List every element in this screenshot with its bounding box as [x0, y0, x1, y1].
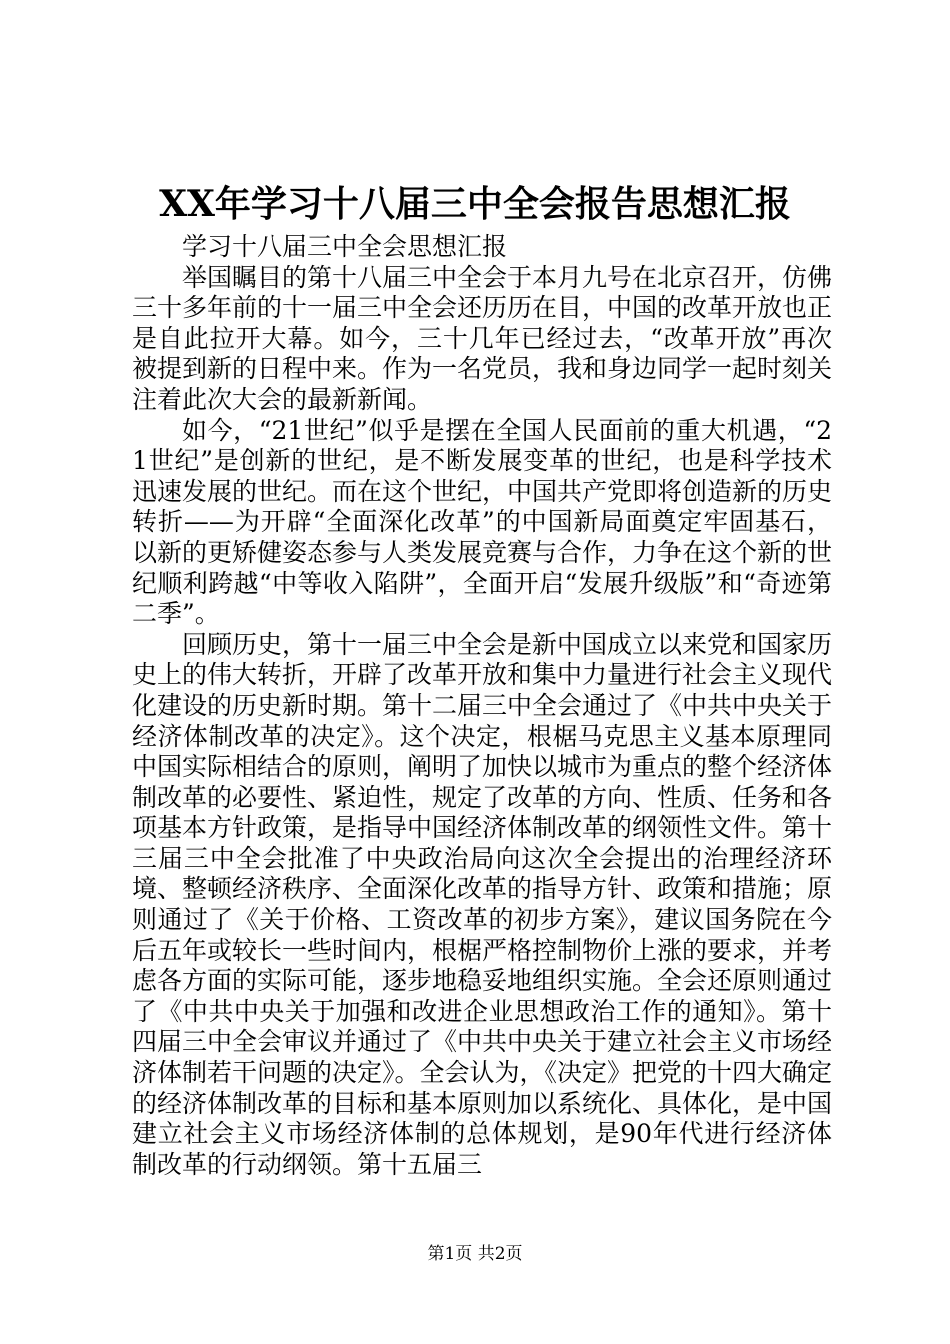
paragraph: 如今，“21世纪”似乎是摆在全国人民面前的重大机遇，“21世纪”是创新的世纪，是不断发展变革的世纪，也是科学技术迅速发展的世纪。而在这个世纪，中国共产党即将创造新的历史转折——为开辟“全面深化改革”的中国新局面奠定牢固基石，以新的更矫健姿态参与人类发展竞赛与合作，力争在这个新的世纪顺利跨越“中等收入陷阱”，全面开启“发展升级版”和“奇迹第二季”。: [132, 415, 833, 629]
document-subtitle: 学习十八届三中全会思想汇报: [182, 232, 508, 261]
page-footer: 第1页 共2页: [427, 1244, 523, 1264]
document-body: [132, 232, 832, 1180]
paragraph: 举国瞩目的第十八届三中全会于本月九号在北京召开，仿佛三十多年前的十一届三中全会还历历在目，中国的改革开放也正是自此拉开大幕。如今，三十几年已经过去，“改革开放”再次被提到新的日程中来。作为一名党员，我和身边同学一起时刻关注着此次大会的最新新闻。: [132, 262, 833, 414]
paragraph: 回顾历史，第十一届三中全会是新中国成立以来党和国家历史上的伟大转折，开辟了改革开放和集中力量进行社会主义现代化建设的历史新时期。第十二届三中全会通过了《中共中央关于经济体制改革的决定》。这个决定，根椐马克思主义基本原理同中国实际相结合的原则，阐明了加快以城市为重点的整个经济体制改革的必要性、紧迫性，规定了改革的方向、性质、任务和各项基本方针政策，是指导中国经济体制改革的纲领性文件。第十三届三中全会批准了中央政治局向这次全会提出的治理经济环境、整顿经济秩序、全面深化改革的指导方针、政策和措施；原则通过了《关于价格、工资改革的初步方案》，建议国务院在今后五年或较长一些时间内，根椐严格控制物价上涨的要求，并考虑各方面的实际可能，逐步地稳妥地组织实施。全会还原则通过了《中共中央关于加强和改进企业思想政治工作的通知》。第十四届三中全会审议并通过了《中共中央关于建立社会主义市场经济体制若干问题的决定》。全会认为，《决定》把党的十四大确定的经济体制改革的目标和基本原则加以系统化、具体化，是中国建立社会主义市场经济体制的总体规划，是90年代进行经济体制改革的行动纲领。第十五届三: [132, 629, 833, 1179]
document-title: XX年学习十八届三中全会报告思想汇报: [159, 183, 791, 225]
